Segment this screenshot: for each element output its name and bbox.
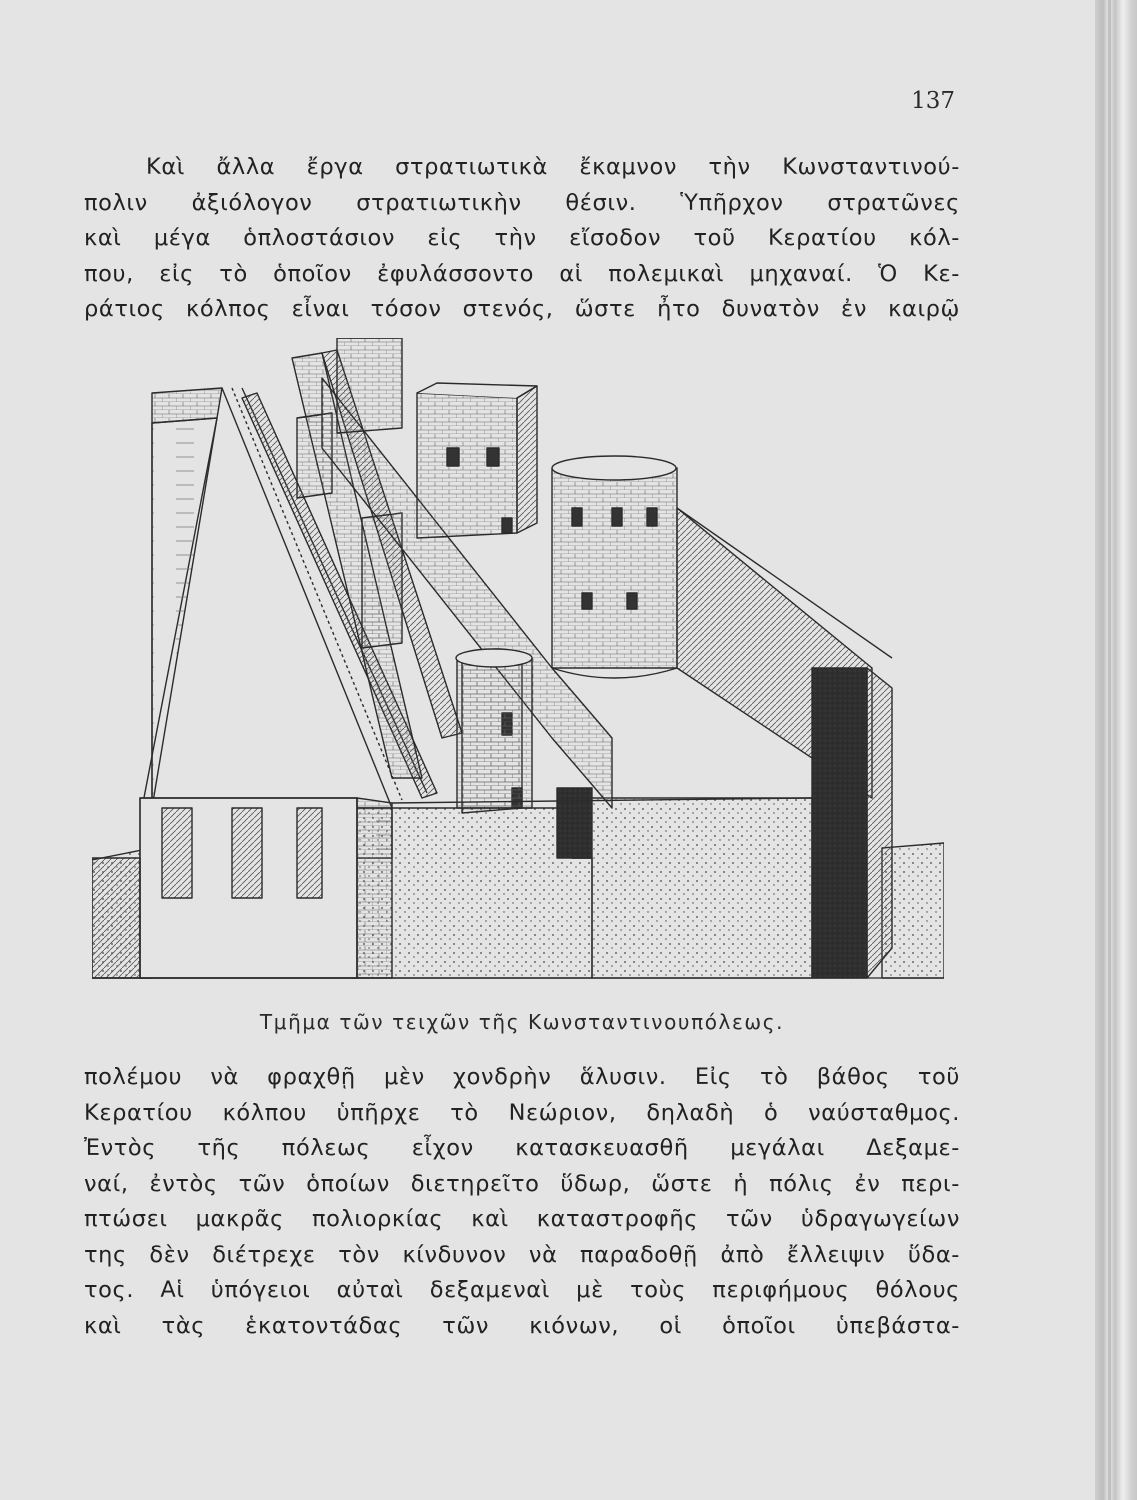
figure-caption: Τμῆμα τῶν τειχῶν τῆς Κωνσταντινουπόλεως. <box>259 1010 785 1034</box>
text-line: καὶ μέγα ὁπλοστάσιον εἰς τὴν εἴσοδον τοῦ Κερατίου κόλ- <box>84 225 960 251</box>
text-line: ράτιος κόλπος εἶναι τόσον στενός, ὥστε ἦτο δυνατὸν ἐν καιρῷ <box>84 296 960 322</box>
text-line: Κερατίου κόλπου ὑπῆρχε τὸ Νεώριον, δηλαδὴ ὁ ναύσταθμος. <box>84 1099 960 1126</box>
text-line: πολιν ἀξιόλογον στρατιωτικὴν θέσιν. Ὑπῆρχον στρατῶνες <box>84 189 960 216</box>
page-number: 137 <box>911 88 955 114</box>
page-edge-shadow <box>1108 0 1111 1500</box>
page-edge <box>1095 0 1137 1500</box>
text-line: τος. Αἱ ὑπόγειοι αὐταὶ δεξαμεναὶ μὲ τοὺς περιφήμους θόλους <box>84 1277 960 1303</box>
text-line: καὶ τὰς ἑκατοντάδας τῶν κιόνων, οἱ ὁποῖοι ὑπεβάστα- <box>84 1312 960 1339</box>
paragraph-top <box>84 150 960 328</box>
text-line: Ἐντὸς τῆς πόλεως εἶχον κατασκευασθῆ μεγάλαι Δεξαμε- <box>84 1135 960 1161</box>
text-line: πολέμου νὰ φραχθῇ μὲν χονδρὴν ἅλυσιν. Εἰς τὸ βάθος τοῦ <box>84 1064 960 1090</box>
text-line: Καὶ ἄλλα ἔργα στρατιωτικὰ ἔκαμνον τὴν Κωνσταντινού- <box>146 154 960 180</box>
paragraph-bottom <box>84 1060 960 1344</box>
text-line: ναί, ἐντὸς τῶν ὁποίων διετηρεῖτο ὕδωρ, ὥστε ἡ πόλις ἐν περι- <box>84 1170 960 1197</box>
text-line: πτώσει μακρᾶς πολιορκίας καὶ καταστροφῆς τῶν ὑδραγωγείων <box>84 1206 960 1232</box>
text-line: της δὲν διέτρεχε τὸν κίνδυνον νὰ παραδοθῇ ἀπὸ ἔλλειψιν ὕδα- <box>84 1241 960 1268</box>
text-line: που, εἰς τὸ ὁποῖον ἐφυλάσσοντο αἱ πολεμικαὶ μηχαναί. Ὁ Κε- <box>84 260 960 287</box>
wall-illustration <box>92 338 944 983</box>
